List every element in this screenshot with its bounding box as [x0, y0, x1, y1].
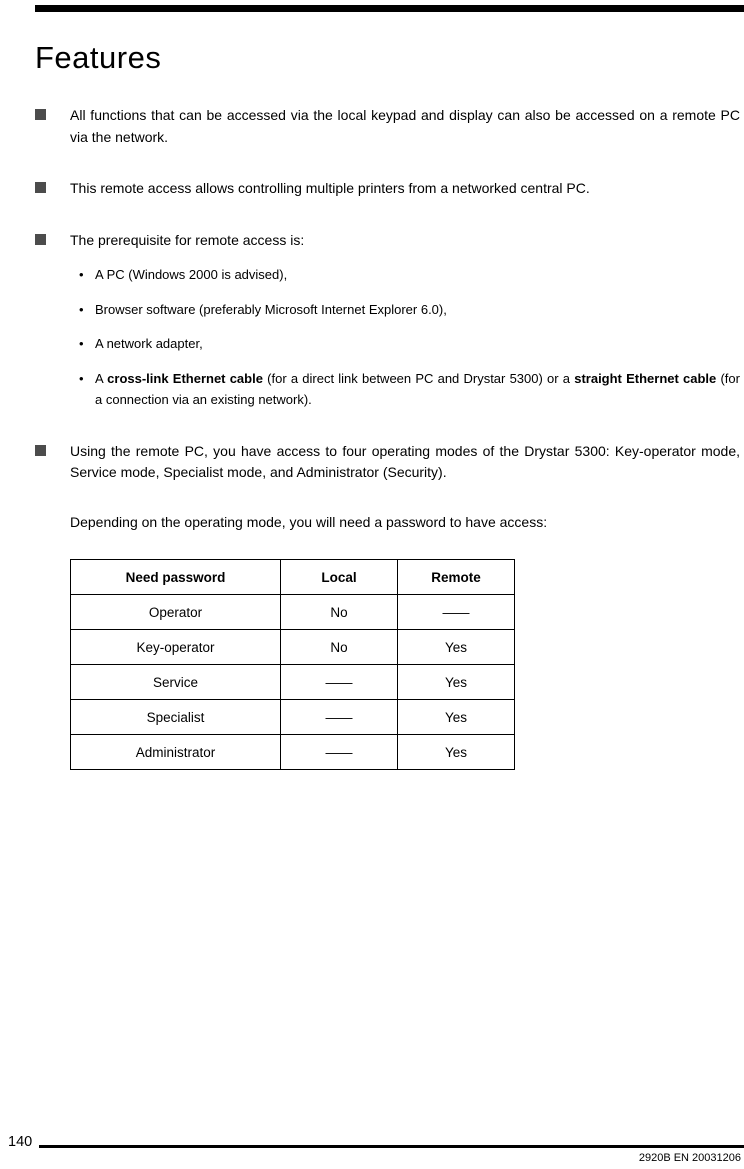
table-row	[71, 665, 515, 700]
sub-bullet-item	[35, 333, 740, 355]
table-row	[71, 700, 515, 735]
bullet-dot-icon: •	[79, 370, 84, 386]
intro-paragraph: Depending on the operating mode, you will need a password to have access:	[70, 513, 548, 530]
bullet-item	[35, 105, 740, 148]
sub-bullet-text	[95, 368, 740, 411]
table-cell: Yes	[398, 735, 515, 770]
table-header-cell: Remote	[398, 560, 515, 595]
bullet-text: This remote access allows controlling multiple printers from a networked central PC.	[70, 180, 590, 196]
sub-bullet-item	[35, 368, 740, 411]
page-content	[35, 105, 740, 770]
table-row	[71, 630, 515, 665]
sub-bullet-item	[35, 264, 740, 286]
table-cell: Specialist	[71, 700, 281, 735]
page-number: 140	[8, 1133, 33, 1150]
table-row	[71, 735, 515, 770]
text-segment: (for a connection via an existing network).	[95, 370, 740, 407]
table-row	[71, 595, 515, 630]
sub-bullet-text: A network adapter,	[95, 336, 203, 351]
page-footer	[8, 1135, 744, 1165]
table-cell: ——	[281, 735, 398, 770]
sub-bullet-text: Browser software (preferably Microsoft Internet Explorer 6.0),	[95, 301, 447, 317]
bullet-dot-icon: •	[79, 301, 84, 317]
text-segment-bold: straight Ethernet cable	[574, 370, 717, 386]
text-segment: (for a direct link between PC and Drystar 5300) or a	[262, 370, 575, 386]
bullet-square-icon	[35, 445, 46, 456]
bullet-item	[35, 178, 740, 200]
text-segment: A	[95, 370, 108, 386]
text-segment-bold: cross-link Ethernet cable	[107, 370, 263, 386]
bullet-text: The prerequisite for remote access is:	[70, 231, 305, 248]
sub-bullet-list	[35, 264, 740, 411]
sub-bullet-text: A PC (Windows 2000 is advised),	[95, 267, 288, 282]
table-cell: ——	[281, 665, 398, 700]
bullet-square-icon	[35, 182, 46, 193]
footer-line	[8, 1135, 744, 1150]
bullet-item	[35, 441, 740, 484]
bullet-text: All functions that can be accessed via the local keypad and display can also be accessed on a remote PC via the network.	[70, 107, 740, 145]
bullet-dot-icon: •	[79, 336, 84, 351]
table-header-row	[71, 560, 515, 595]
table-header-cell: Need password	[71, 560, 281, 595]
bullet-square-icon	[35, 109, 46, 120]
table-cell: Administrator	[71, 735, 281, 770]
table-cell: Yes	[398, 700, 515, 735]
footer-rule	[39, 1145, 744, 1148]
password-table	[70, 559, 515, 770]
page-title: Features	[35, 40, 162, 75]
table-cell: Service	[71, 665, 281, 700]
bullet-item	[35, 230, 740, 252]
sub-bullet-item	[35, 299, 740, 321]
table-cell: ——	[281, 700, 398, 735]
bullet-square-icon	[35, 234, 46, 245]
top-rule	[35, 5, 744, 12]
bullet-dot-icon: •	[79, 267, 84, 282]
table-cell: ——	[398, 595, 515, 630]
table-cell: Yes	[398, 665, 515, 700]
bullet-text: Using the remote PC, you have access to four operating modes of the Drystar 5300: Key-operator mode, Service mode, Specialist mode, and Administrator (Security).	[70, 442, 740, 480]
table-cell: Yes	[398, 630, 515, 665]
table-cell: No	[281, 630, 398, 665]
doc-code: 2920B EN 20031206	[638, 1152, 741, 1164]
table-cell: No	[281, 595, 398, 630]
table-cell: Operator	[71, 595, 281, 630]
table-header-cell: Local	[281, 560, 398, 595]
table-cell: Key-operator	[71, 630, 281, 665]
